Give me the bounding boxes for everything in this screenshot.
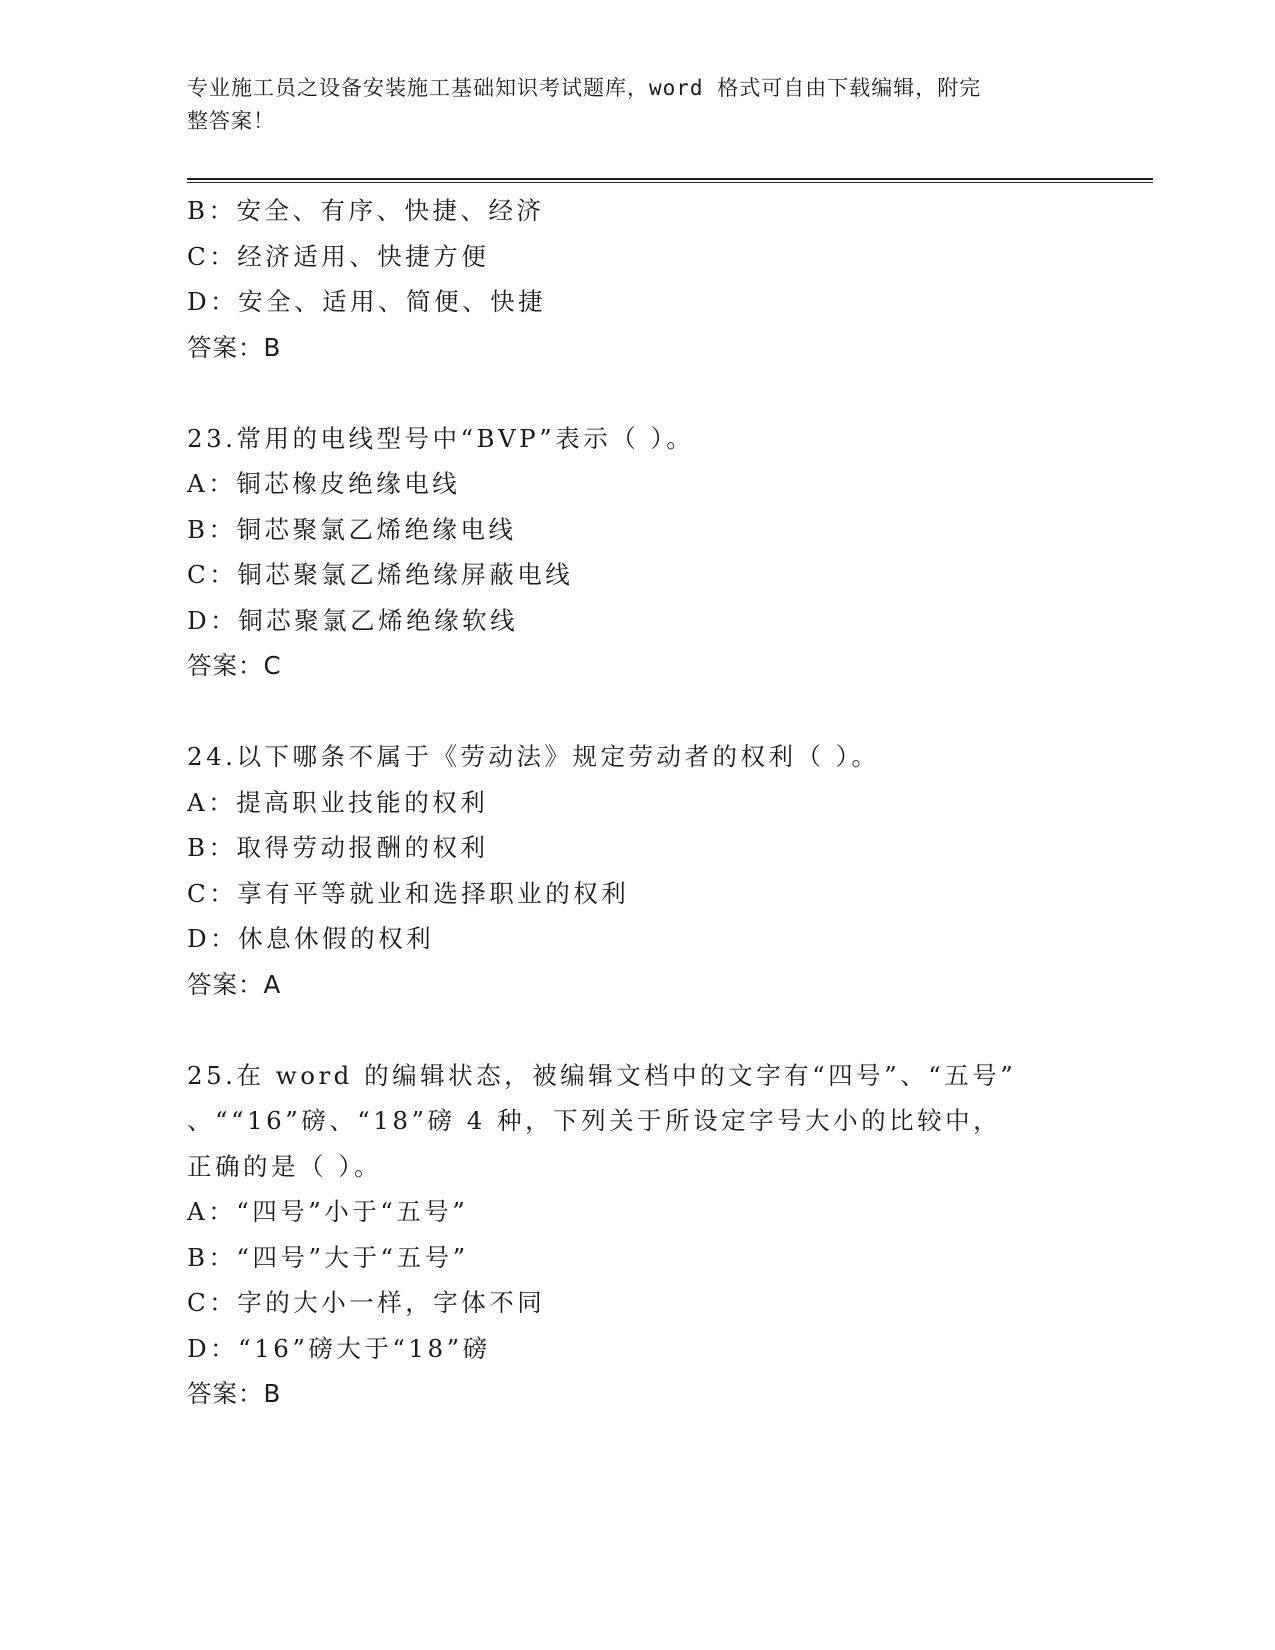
header-divider-thick	[187, 178, 1153, 180]
option-d: D：安全、适用、简便、快捷	[187, 287, 547, 316]
option-c: C：字的大小一样，字体不同	[187, 1288, 546, 1317]
question-text-line-1: 25.在 word 的编辑状态，被编辑文档中的文字有“四号”、“五号”	[187, 1060, 1017, 1090]
answer: 答案：C	[187, 651, 282, 680]
answer: 答案：B	[187, 1379, 282, 1408]
answer: 答案：B	[187, 332, 282, 362]
question-list	[187, 188, 1147, 1417]
question-text-line-2: 、““16”磅、“18”磅 4 种，下列关于所设定字号大小的比较中，	[187, 1106, 1002, 1135]
header-line-1: 专业施工员之设备安装施工基础知识考试题库，word 格式可自由下载编辑，附完	[187, 76, 982, 100]
question-25	[187, 1053, 1147, 1417]
option-b: B：铜芯聚氯乙烯绝缘电线	[187, 514, 517, 544]
question-text-line-3: 正确的是（ ）。	[187, 1151, 383, 1181]
option-b: B：“四号”大于“五号”	[187, 1242, 469, 1272]
question-24	[187, 734, 1147, 1007]
option-d: D：休息休假的权利	[187, 924, 435, 953]
header-line-2: 整答案！	[187, 109, 275, 133]
option-b: B：安全、有序、快捷、经济	[187, 196, 545, 225]
option-c: C：铜芯聚氯乙烯绝缘屏蔽电线	[187, 560, 574, 589]
spacer	[187, 1007, 1147, 1053]
option-c: C：享有平等就业和选择职业的权利	[187, 878, 630, 908]
option-d: D：“16”磅大于“18”磅	[187, 1333, 491, 1363]
option-b: B：取得劳动报酬的权利	[187, 833, 489, 862]
spacer	[187, 370, 1147, 416]
answer: 答案：A	[187, 969, 282, 999]
question-text: 24.以下哪条不属于《劳动法》规定劳动者的权利（ ）。	[187, 742, 880, 771]
option-a: A：提高职业技能的权利	[187, 787, 489, 817]
question-23	[187, 416, 1147, 689]
option-a: A：“四号”小于“五号”	[187, 1197, 469, 1226]
option-d: D：铜芯聚氯乙烯绝缘软线	[187, 605, 519, 635]
document-header	[187, 72, 1067, 138]
question-text: 23.常用的电线型号中“BVP”表示（ ）。	[187, 423, 695, 453]
spacer	[187, 689, 1147, 735]
option-a: A：铜芯橡皮绝缘电线	[187, 469, 461, 498]
header-divider-thin	[187, 182, 1153, 183]
option-c: C：经济适用、快捷方便	[187, 241, 490, 271]
question-22	[187, 188, 1147, 370]
